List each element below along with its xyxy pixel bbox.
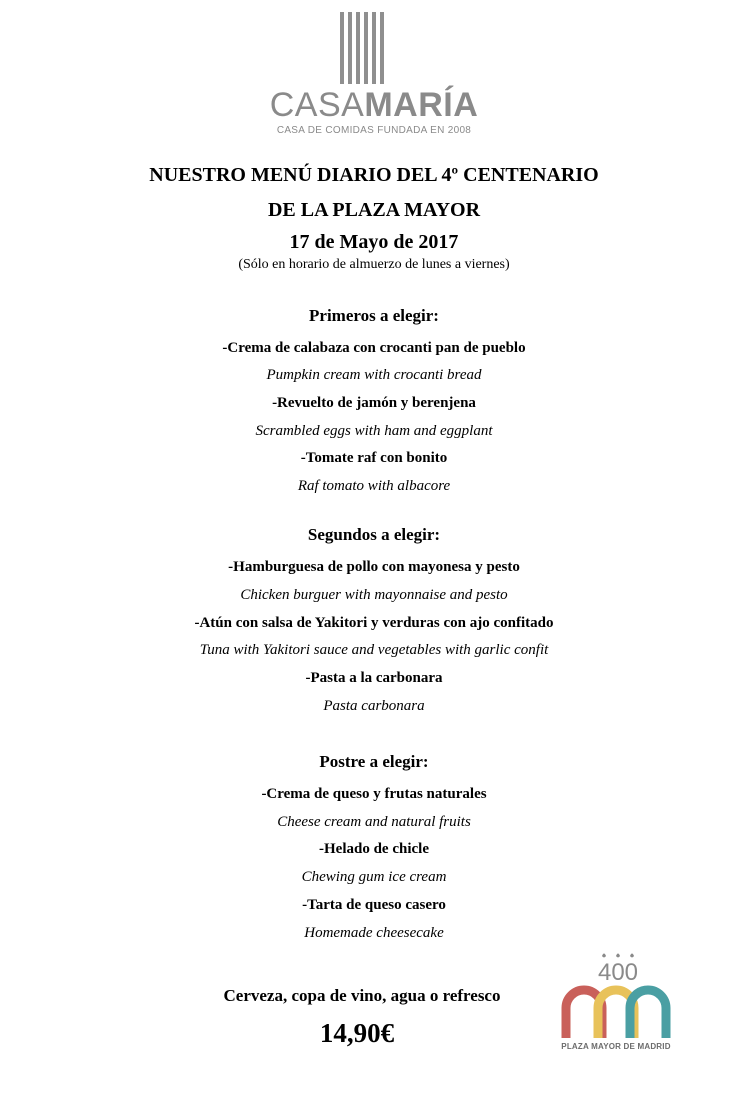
logo-columns-icon [340, 12, 386, 84]
logo-tagline: CASA DE COMIDAS FUNDADA EN 2008 [276, 125, 472, 136]
flame-icon [616, 954, 620, 958]
menu-note: (Sólo en horario de almuerzo de lunes a viernes) [238, 257, 510, 272]
dish-es: -Tarta de queso casero [302, 897, 446, 913]
dish-en: Homemade cheesecake [304, 925, 444, 941]
dish-es: -Tomate raf con bonito [300, 450, 448, 466]
drinks-included: Cerveza, copa de vino, agua o refresco [223, 986, 501, 1005]
section-title-primeros: Primeros a elegir: [309, 306, 439, 325]
logo-name-bold: MARÍA [364, 86, 479, 124]
dish-es: -Crema de queso y frutas naturales [261, 786, 487, 802]
logo-name-light: CASA [269, 86, 365, 124]
section-title-segundos: Segundos a elegir: [307, 525, 441, 544]
menu-price: 14,90€ [319, 1018, 395, 1048]
dish-en: Chewing gum ice cream [301, 869, 447, 885]
flame-icon [602, 954, 606, 958]
flame-icon [630, 954, 634, 958]
logo-wordmark [0, 88, 748, 122]
dish-es: -Hamburguesa de pollo con mayonesa y pesto [228, 559, 520, 575]
dish-en: Pumpkin cream with crocanti bread [266, 367, 482, 383]
dish-en: Pasta carbonara [323, 698, 425, 714]
section-title-postre: Postre a elegir: [319, 752, 429, 771]
dish-es: -Helado de chicle [319, 841, 429, 857]
logo400-caption: PLAZA MAYOR DE MADRID [561, 1042, 671, 1051]
dish-es: -Pasta a la carbonara [305, 670, 443, 686]
dish-en: Chicken burguer with mayonnaise and pesto [240, 587, 508, 603]
menu-date: 17 de Mayo de 2017 [289, 231, 459, 253]
logo400-number: 400 [597, 959, 639, 986]
dish-en: Raf tomato with albacore [297, 478, 451, 494]
dish-en: Tuna with Yakitori sauce and vegetables with garlic confit [199, 642, 549, 658]
dish-es: -Crema de calabaza con crocanti pan de pueblo [222, 340, 526, 356]
dish-en: Cheese cream and natural fruits [277, 814, 471, 830]
dish-es: -Revuelto de jamón y berenjena [272, 395, 476, 411]
menu-title-line2: DE LA PLAZA MAYOR [267, 199, 481, 221]
dish-en: Scrambled eggs with ham and eggplant [255, 423, 493, 439]
dish-es: -Atún con salsa de Yakitori y verduras con ajo confitado [194, 615, 554, 631]
menu-title-line1: NUESTRO MENÚ DIARIO DEL 4º CENTENARIO [149, 164, 599, 186]
